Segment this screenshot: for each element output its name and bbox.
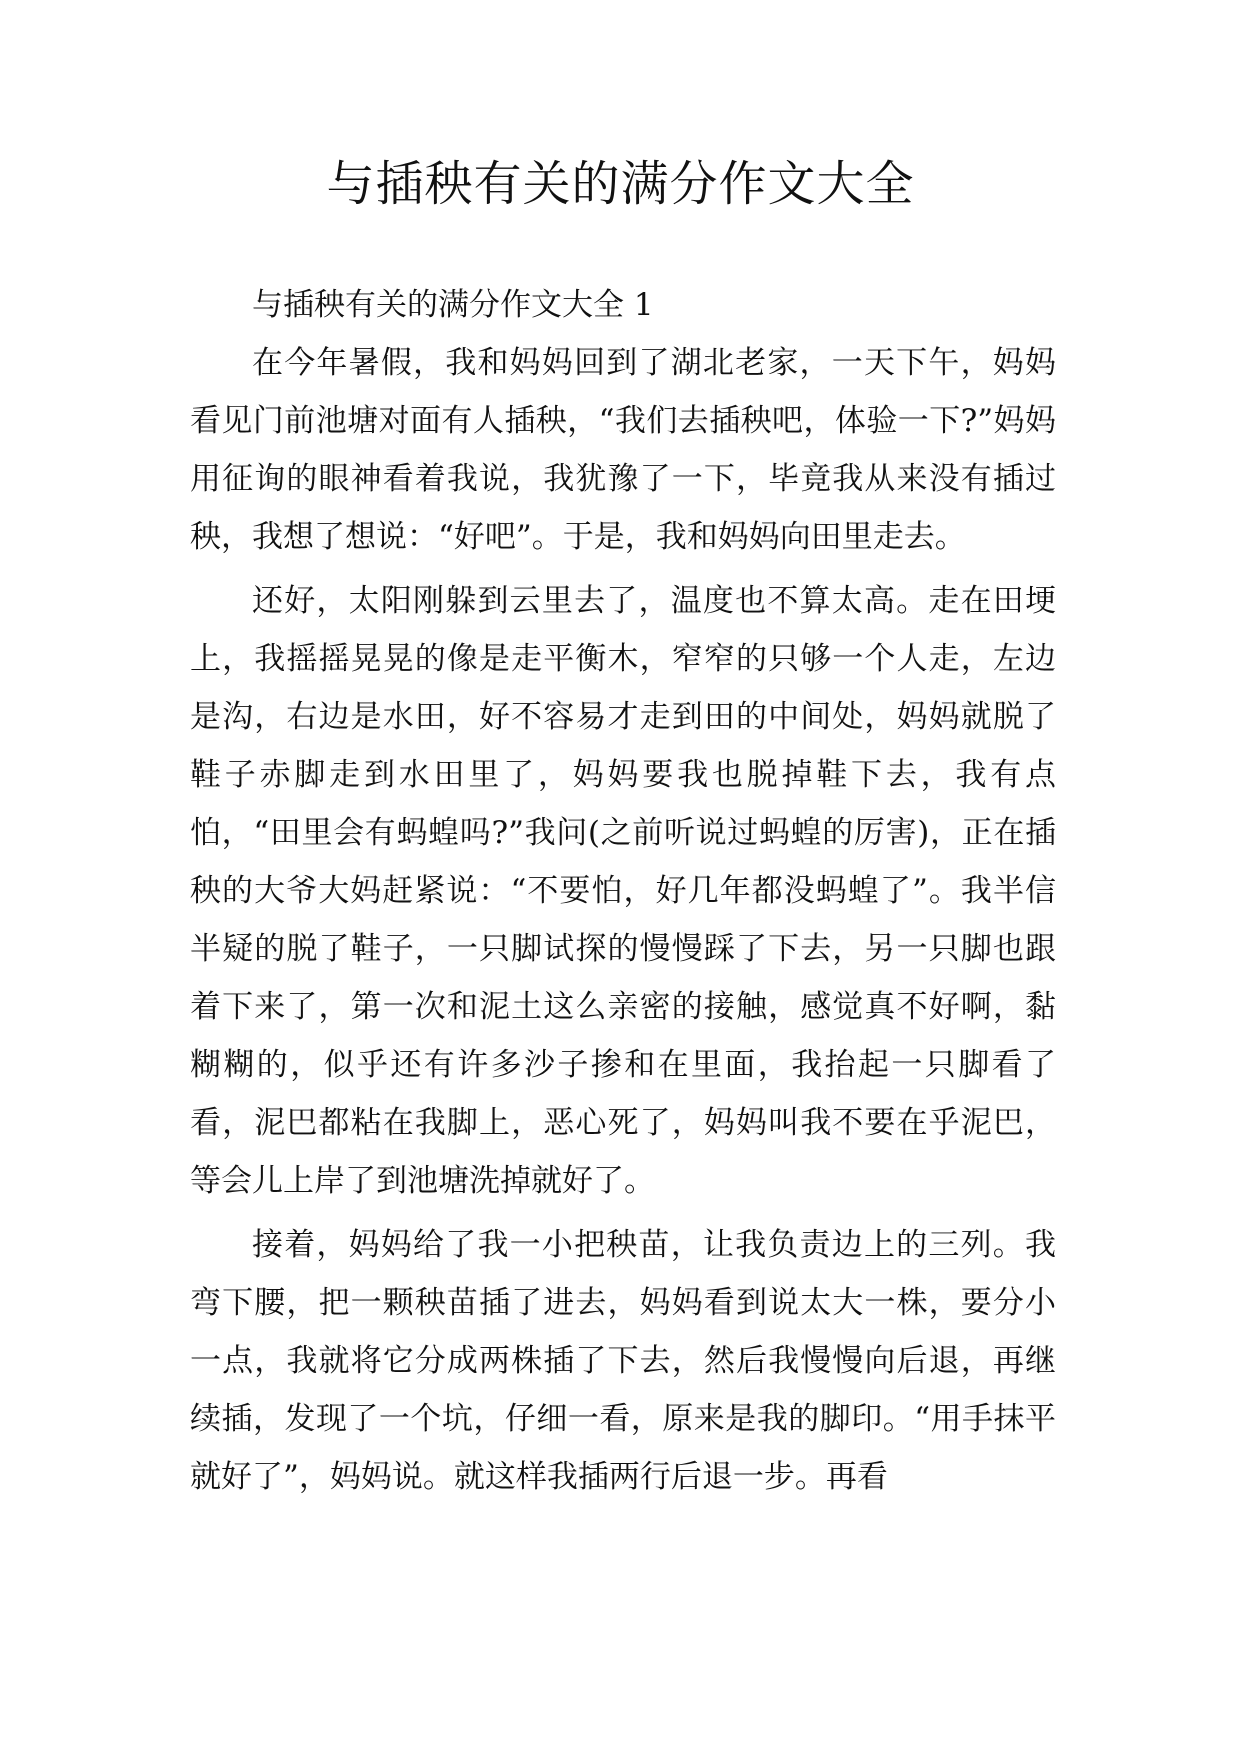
document-body (190, 276, 1056, 1506)
section-heading: 与插秧有关的满分作文大全 1 (252, 287, 654, 323)
paragraph-2: 还好，太阳刚躲到云里去了，温度也不算太高。走在田埂上，我摇摇晃晃的像是走平衡木，窄窄的只够一个人走，左边是沟，右边是水田，好不容易才走到田的中间处，妈妈就脱了鞋子赤脚走到水田里了，妈妈要我也脱掉鞋下去，我有点怕，“田里会有蚂蝗吗?”我问(之前听说过蚂蝗的厉害)，正在插秧的大爷大妈赶紧说：“不要怕，好几年都没蚂蝗了”。我半信半疑的脱了鞋子，一只脚试探的慢慢踩了下去，另一只脚也跟着下来了，第一次和泥土这么亲密的接触，感觉真不好啊，黏糊糊的，似乎还有许多沙子掺和在里面，我抬起一只脚看了看，泥巴都粘在我脚上，恶心死了，妈妈叫我不要在乎泥巴，等会儿上岸了到池塘洗掉就好了。 (190, 583, 1056, 1199)
paragraph-3: 接着，妈妈给了我一小把秧苗，让我负责边上的三列。我弯下腰，把一颗秧苗插了进去，妈妈看到说太大一株，要分小一点，我就将它分成两株插了下去，然后我慢慢向后退，再继续插，发现了一个坑，仔细一看，原来是我的脚印。“用手抹平就好了”，妈妈说。就这样我插两行后退一步。再看 (190, 1227, 1056, 1495)
paragraph-1: 在今年暑假，我和妈妈回到了湖北老家，一天下午，妈妈看见门前池塘对面有人插秧，“我们去插秧吧，体验一下?”妈妈用征询的眼神看着我说，我犹豫了一下，毕竟我从来没有插过秧，我想了想说：“好吧”。于是，我和妈妈向田里走去。 (190, 345, 1056, 555)
document-title: 与插秧有关的满分作文大全 (326, 156, 915, 212)
